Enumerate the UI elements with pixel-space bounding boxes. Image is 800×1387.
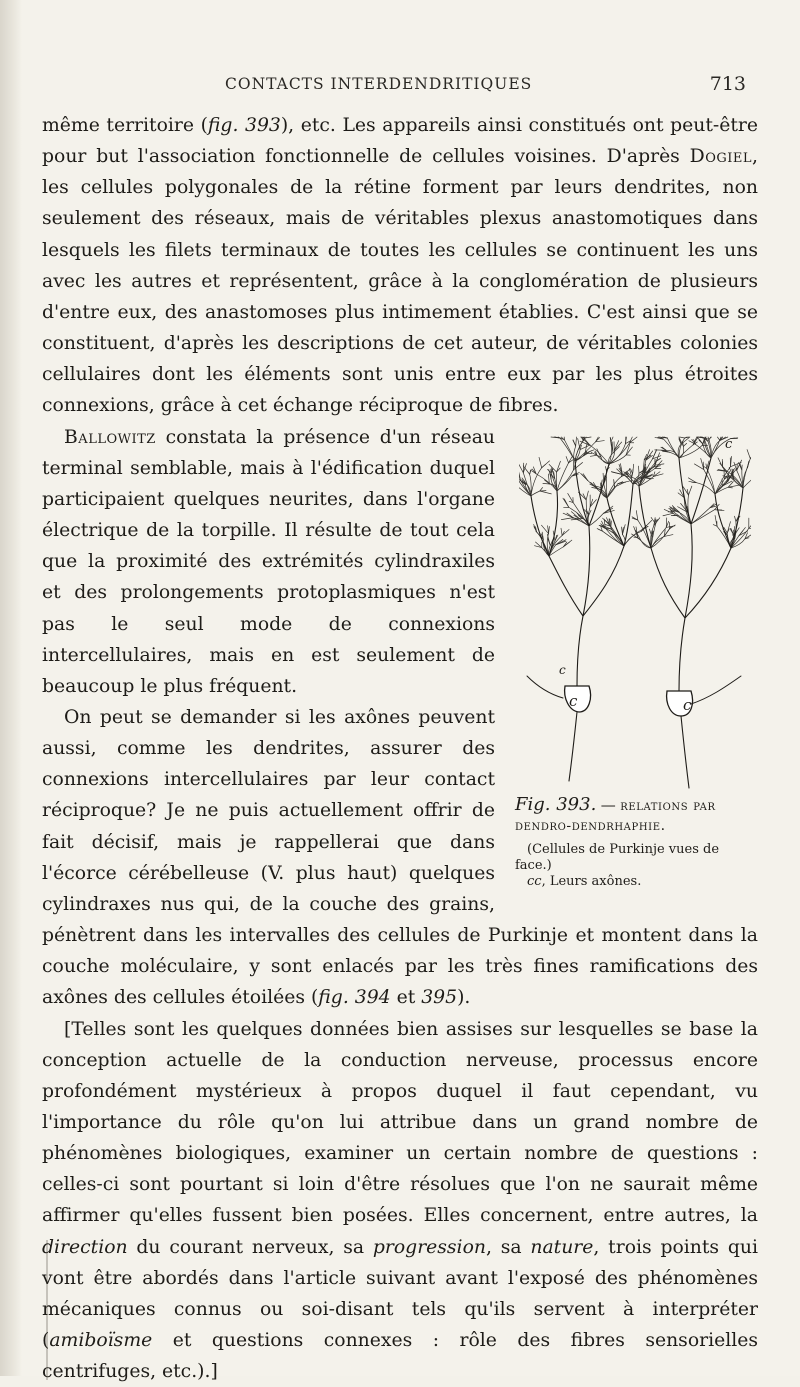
p4-text-c: , sa <box>485 1236 531 1258</box>
purkinje-cells-illustration <box>519 436 751 791</box>
figure-title: relations par dendro-dendrhaphie. <box>515 797 716 834</box>
running-head: CONTACTS INTERDENDRITIQUES <box>225 75 533 93</box>
fig-letter-c-mid: c <box>559 662 566 677</box>
page-edge-mark <box>46 1240 48 1380</box>
fig-letter-c-left: c <box>569 691 578 710</box>
page-header <box>0 75 800 99</box>
figure-caption <box>515 795 758 890</box>
figure-393 <box>513 436 758 904</box>
p3-text-b: ). <box>457 987 471 1009</box>
term-nature: nature <box>530 1236 594 1258</box>
fig-letter-c-right: c <box>683 695 692 714</box>
term-progression: progression <box>372 1236 486 1258</box>
page-gutter-shadow <box>0 0 22 1376</box>
p4-text-e: et questions connexes : rôle des fibres sensorielles centrifuges, etc.).] <box>42 1330 758 1383</box>
fig-ref-394: fig. 394 <box>318 987 391 1009</box>
term-direction: direction <box>42 1236 128 1258</box>
paragraph-4 <box>42 1014 758 1387</box>
fig-ref-393: fig. 393 <box>207 115 281 136</box>
fig-ref-395: 395 <box>421 987 458 1009</box>
caption-legend <box>515 874 758 890</box>
paragraph-1 <box>42 110 758 422</box>
term-amiboisme: amiboïsme <box>49 1330 153 1352</box>
legend-key: cc <box>527 873 542 889</box>
p4-text-d: , trois points qui vont être abordés dans l'article suivant avant l'exposé des phénomènes mécaniques connus ou soi-disant tels qu'ils servent à interpréter ( <box>42 1236 758 1352</box>
fig-letter-c-top: c <box>725 436 733 452</box>
caption-note: (Cellules de Purkinje vues de face.) <box>515 841 720 873</box>
author-dogiel: Dogiel <box>689 146 753 168</box>
p4-text-b: du courant nerveux, sa <box>127 1236 373 1258</box>
p1-text-b: ), etc. Les appareils ainsi constitués ont peut-être pour but l'association fonctionnelle de cellules voisines. D'après <box>42 115 759 168</box>
p3-and: et <box>390 987 422 1009</box>
p1-text-a: même territoire ( <box>42 115 208 136</box>
caption-dash: — <box>600 795 616 814</box>
caption-title <box>515 795 758 836</box>
legend-text: , Leurs axônes. <box>541 873 642 889</box>
author-ballowitz: Ballowitz <box>64 426 156 448</box>
p3-text-a: On peut se demander si les axônes peuvent aussi, comme les dendrites, assurer des connexions intercellulaires par leur contact réciproque? Je ne puis actuellement offrir de fait décisif, mais je rappellerai que dans l'écorce cérébelleuse (V. plus haut) quelques cylindraxes nus qui, de la couche des grains, pénètrent dans les intervalles des cellules de Purkinje et montent dans la couche moléculaire, y sont enlacés par les très fines ramifications des axônes des cellules étoilées ( <box>42 706 758 1009</box>
p4-text-a: [Telles sont les quelques données bien assises sur lesquelles se base la conception actuelle de la conduction nerveuse, processus encore profondément mystérieux à propos duquel il faut cependant, vu l'importance du rôle qu'on lui attribue dans un grand nombre de phénomènes biologiques, examiner un certain nombre de questions : celles-ci sont pourtant si loin d'être résolues que l'on ne saurait même affirmer qu'elles fussent bien posées. Elles concernent, entre autres, la <box>42 1018 758 1227</box>
page-number: 713 <box>709 73 746 95</box>
figure-label: Fig. 393. <box>515 793 597 815</box>
body-text <box>42 110 758 1387</box>
p2-text: constata la présence d'un réseau terminal semblable, mais à l'édification duquel participaient quelques neurites, dans l'organe électrique de la torpille. Il résulte de tout cela que la proximité des extrémités cylindraxiles et des prolongements protoplasmiques n'est pas le seul mode de connexions intercellulaires, mais en est seulement de beaucoup le plus fréquent. <box>42 426 495 697</box>
p1-text-c: , les cellules polygonales de la rétine forment par leurs dendrites, non seulement des réseaux, mais de véritables plexus anastomotiques dans lesquels les filets terminaux de toutes les cellules se continuent les uns avec les autres et représentent, grâce à la conglomération de plusieurs d'entre eux, des anastomoses plus intimement établies. C'est ainsi que se constituent, d'après les descriptions de cet auteur, de véritables colonies cellulaires dont les éléments sont unis entre eux par les plus étroites connexions, grâce à cet échange réciproque de fibres. <box>42 146 758 417</box>
